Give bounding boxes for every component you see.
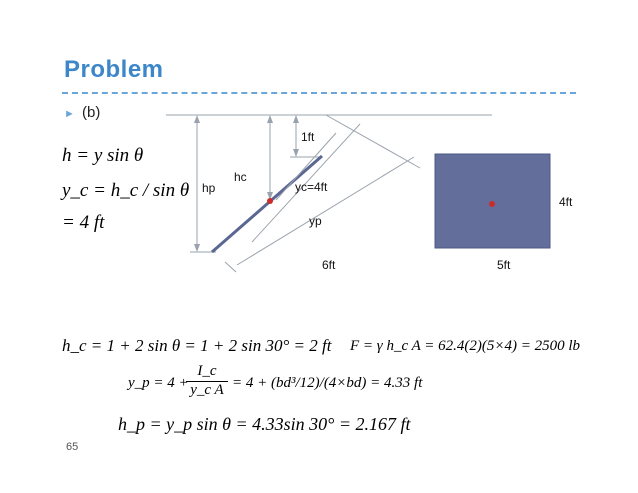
equation-hp — [118, 414, 410, 435]
bullet-arrow-icon: ► — [64, 108, 75, 120]
front-view-centroid-dot — [489, 201, 495, 207]
bullet-label: (b) — [82, 104, 101, 121]
six-ft-dimension-line — [237, 157, 414, 265]
page-number: 65 — [66, 441, 79, 453]
equation-h-text: h = y sin θ — [62, 145, 144, 166]
equation-hc-text: h_c = 1 + 2 sin θ = 1 + 2 sin 30° = 2 ft — [62, 336, 332, 355]
equation-yc-result-text: = 4 ft — [62, 212, 105, 233]
equation-yp-fraction — [186, 363, 228, 399]
label-hp: hp — [202, 181, 216, 195]
label-hc: hc — [234, 170, 247, 184]
oneft-arrow-bottom — [293, 149, 299, 157]
hp-arrow-bottom — [194, 244, 200, 252]
equation-force-text: F = γ h_c A = 62.4(2)(5×4) = 2500 lb — [350, 338, 580, 354]
equation-yp-right-text: = 4 + (bd³/12)/(4×bd) = 4.33 ft — [232, 375, 423, 391]
inclined-plate — [212, 156, 322, 252]
fraction-numerator: I_c — [186, 363, 228, 382]
equation-yc-text: y_c = h_c / sin θ — [62, 180, 190, 201]
inclined-reference-line — [326, 115, 420, 168]
equation-force — [350, 338, 580, 355]
label-yp: yp — [309, 214, 322, 228]
oneft-arrow-top — [293, 115, 299, 123]
plate-front-view — [435, 154, 550, 248]
label-yc: yc=4ft — [295, 180, 328, 194]
slide-title: Problem — [64, 56, 164, 83]
hp-arrow-top — [194, 115, 200, 123]
equation-yp-left — [128, 375, 189, 392]
hc-arrow-top — [267, 115, 273, 123]
equation-yp-right — [232, 375, 422, 392]
fraction-denominator: y_c A — [190, 382, 224, 398]
plate-centroid-dot — [267, 198, 273, 204]
equation-hc — [62, 336, 331, 356]
equation-hp-text: h_p = y_p sin θ = 4.33sin 30° = 2.167 ft — [118, 414, 411, 434]
label-6ft: 6ft — [322, 258, 336, 272]
equation-yp-left-text: y_p = 4 + — [128, 375, 189, 391]
label-5ft: 5ft — [497, 258, 511, 272]
label-4ft: 4ft — [559, 195, 573, 209]
six-ft-tick — [225, 262, 236, 272]
label-1ft: 1ft — [301, 130, 315, 144]
